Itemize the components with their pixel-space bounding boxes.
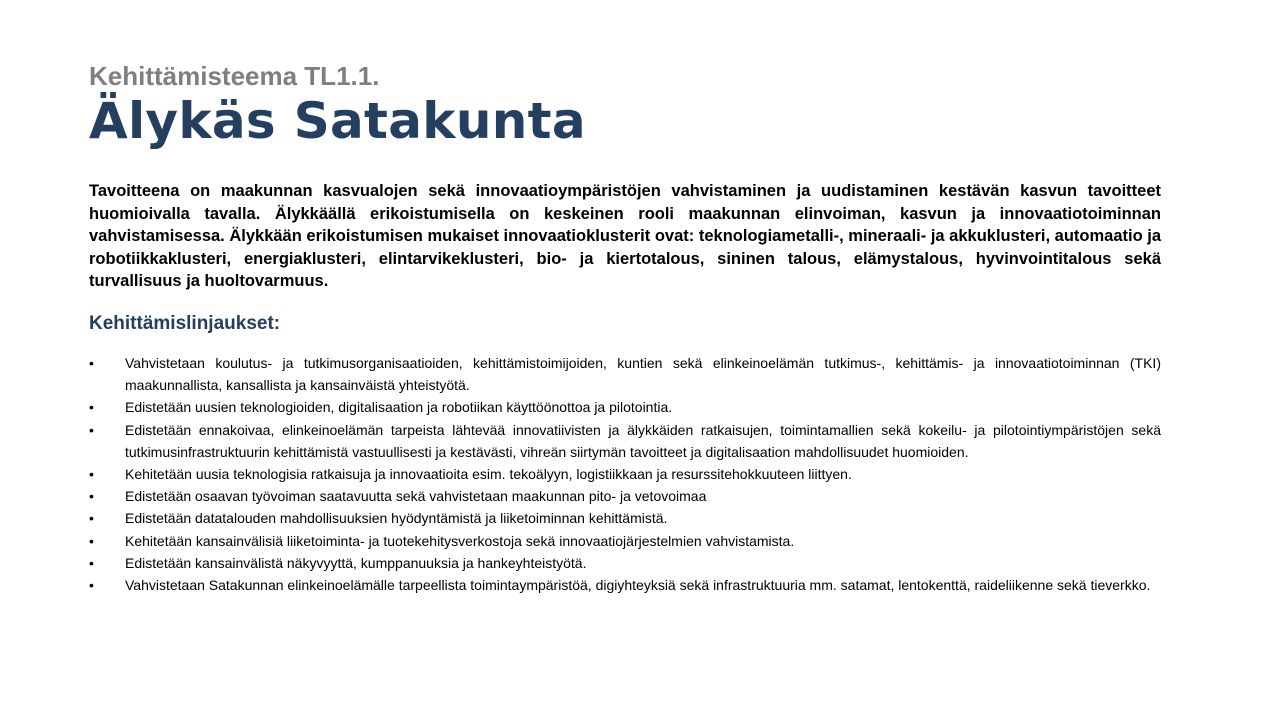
bullet-icon: •: [89, 577, 94, 594]
bullet-icon: •: [89, 421, 94, 438]
bullet-icon: •: [89, 488, 94, 505]
bullet-icon: •: [89, 532, 94, 549]
bullet-text: Kehitetään kansainvälisiä liiketoiminta- ja tuotekehitysverkostoja sekä innovaatiojärjestelmien vahvistamista.: [125, 532, 795, 549]
bullet-item: [89, 396, 1161, 418]
intro-paragraph: Tavoitteena on maakunnan kasvualojen sekä innovaatioympäristöjen vahvistaminen ja uudistaminen kestävän kasvun tavoitteet huomioivalla tavalla. Älykkäällä erikoistumisella on keskeinen rooli maakunnan elinvoiman, kasvun ja innovaatiotoiminnan vahvistamisessa. Älykkään erikoistumisen mukaiset innovaatioklusterit ovat: teknologiametalli-, mineraali- ja akkuklusteri, automaatio ja robotiikkaklusteri, energiaklusteri, elintarvikeklusteri, bio- ja kiertotalous, sininen talous, elämystalous, hyvinvointitalous sekä turvallisuus ja huoltovarmuus.: [89, 182, 1161, 290]
bullet-icon: •: [89, 554, 94, 571]
slide-subtitle: Kehittämisteema TL1.1.: [89, 61, 380, 91]
bullet-item: [89, 574, 1161, 596]
bullet-text: Edistetään osaavan työvoiman saatavuutta sekä vahvistetaan maakunnan pito- ja vetovoimaa: [125, 488, 707, 505]
slide: [89, 0, 1161, 720]
bullet-item: [89, 419, 1161, 463]
bullet-text: Edistetään uusien teknologioiden, digitalisaation ja robotiikan käyttöönottoa ja pilotointia.: [125, 399, 673, 416]
bullet-item: [89, 485, 1161, 507]
slide-title: Älykäs Satakunta: [89, 92, 586, 150]
section-heading: Kehittämislinjaukset:: [89, 313, 281, 334]
bullet-text: Edistetään ennakoivaa, elinkeinoelämän tarpeista lähtevää innovatiivisten ja älykkäiden ratkaisujen, toimintamallien sekä kokeilu- ja pilotointiympäristöjen sekä tutkimusinfrastruktuurin kehittämistä vastuullisesti ja kestävästi, vihreän siirtymän tavoitteet ja digitalisaation mahdollisuudet huomioiden.: [125, 421, 1161, 460]
bullet-text: Vahvistetaan koulutus- ja tutkimusorganisaatioiden, kehittämistoimijoiden, kuntien sekä elinkeinoelämän tutkimus-, kehittämis- ja innovaatiotoiminnan (TKI) maakunnallista, kansallista ja kansainväistä yhteistyötä.: [125, 355, 1161, 394]
bullet-icon: •: [89, 399, 94, 416]
bullet-icon: •: [89, 466, 94, 483]
bullet-item: [89, 530, 1161, 552]
bullet-item: [89, 352, 1161, 396]
bullet-item: [89, 463, 1161, 485]
bullet-text: Edistetään datatalouden mahdollisuuksien hyödyntämistä ja liiketoiminnan kehittämistä.: [125, 510, 668, 527]
bullet-icon: •: [89, 355, 94, 371]
bullet-text: Edistetään kansainvälistä näkyvyyttä, kumppanuuksia ja hankeyhteistyötä.: [125, 554, 587, 571]
bullet-icon: •: [89, 510, 94, 527]
bullet-item: [89, 552, 1161, 574]
bullet-text: Vahvistetaan Satakunnan elinkeinoelämälle tarpeellista toimintaympäristöä, digiyhteyksiä sekä infrastruktuuria mm. satamat, lentokenttä, raideliikenne sekä tieverkko.: [125, 577, 1151, 594]
bullet-list: [89, 352, 1161, 596]
bullet-text: Kehitetään uusia teknologisia ratkaisuja ja innovaatioita esim. tekoälyyn, logistiikkaan ja resurssitehokkuuteen liittyen.: [125, 466, 852, 483]
bullet-item: [89, 507, 1161, 529]
